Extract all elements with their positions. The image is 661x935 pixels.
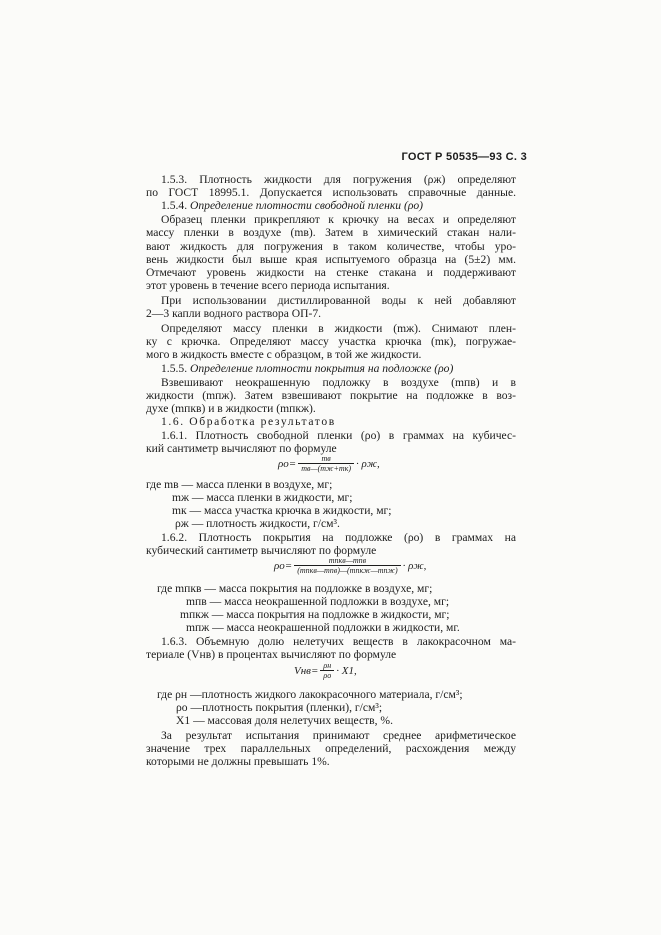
formula-numerator: ρн <box>323 661 332 670</box>
paragraph-line: вают жидкость для погружения в таком количестве, чтобы уро- <box>146 240 516 253</box>
section-heading <box>161 199 516 212</box>
paragraph-line: 1.6.1. Плотность свободной пленки (ρо) в граммах на кубичес- <box>161 429 516 442</box>
formula-fraction <box>294 556 400 575</box>
formula-fraction <box>298 454 354 473</box>
section-number: 1.5.5. <box>161 362 188 375</box>
formula-lhs: Vнв= <box>294 664 319 677</box>
definition-line: mпв — масса неокрашенной подложки в воздухе, мг; <box>186 595 450 608</box>
paragraph-line: При использовании дистиллированной воды к ней добавляют <box>161 294 516 307</box>
formula-denominator: ρо <box>320 670 334 680</box>
formula-rhs: · ρж, <box>402 559 427 572</box>
definition-line: mпкж — масса покрытия на подложке в жидкости, мг; <box>180 608 450 621</box>
paragraph-line: ку с крючка. Определяют массу участка крючка (mк), погружае- <box>146 335 516 348</box>
paragraph-line: Образец пленки прикрепляют к крючку на весах и определяют <box>161 213 516 226</box>
paragraph-line: За результат испытания принимают среднее арифметическое <box>161 729 516 742</box>
definition-line: mпж — масса неокрашенной подложки в жидкости, мг. <box>186 621 460 634</box>
formula-denominator: (mпкв—mпв)—(mпкж—mпж) <box>294 565 400 575</box>
paragraph-line: Взвешивают неокрашенную подложку в воздухе (mпв) и в <box>161 376 516 389</box>
formula-lhs: ρо= <box>274 559 293 572</box>
definition-line: где ρн —плотность жидкого лакокрасочного материала, г/см³; <box>157 688 463 701</box>
paragraph-line: массу пленки в воздухе (mв). Затем в химический стакан нали- <box>146 226 516 239</box>
section-title: Определение плотности покрытия на подложке (ρо) <box>190 362 454 375</box>
paragraph-line: Определяют массу пленки в жидкости (mж). Снимают плен- <box>161 322 516 335</box>
definition-line: ρо —плотность покрытия (пленки), г/см³; <box>176 701 383 714</box>
formula-free-film-density <box>278 454 380 473</box>
section-title: Определение плотности свободной пленки (ρо) <box>190 199 424 212</box>
section-number: 1.5.4. <box>161 199 188 212</box>
paragraph-line: мого в жидкость вместе с образцом, в той же жидкости. <box>146 348 422 361</box>
formula-denominator: mв—(mж+mк) <box>298 463 354 473</box>
section-heading: 1.6. Обработка результатов <box>161 415 336 428</box>
formula-numerator: mв <box>321 454 331 463</box>
formula-fraction <box>320 661 334 680</box>
page-header: ГОСТ Р 50535—93 С. 3 <box>401 151 527 163</box>
paragraph-line: 1.5.3. Плотность жидкости для погружения (ρж) определяют <box>161 173 516 186</box>
paragraph-line: Отмечают уровень жидкости на стенке стакана и поддерживают <box>146 266 516 279</box>
formula-coating-density <box>274 556 426 575</box>
paragraph-line: этот уровень в течение всего периода испытания. <box>146 279 390 292</box>
formula-numerator: mпкв—mпв <box>328 556 367 565</box>
paragraph-line: духе (mпкв) и в жидкости (mпкж). <box>146 402 316 415</box>
paragraph-line: териале (Vнв) в процентах вычисляют по формуле <box>146 648 397 661</box>
paragraph-line: которыми не должны превышать 1%. <box>146 755 330 768</box>
paragraph-line: по ГОСТ 18995.1. Допускается использовать справочные данные. <box>146 186 516 199</box>
paragraph-line: кий сантиметр вычисляют по формуле <box>146 442 337 455</box>
formula-lhs: ρо= <box>278 457 297 470</box>
paragraph-line: вень жидкости был выше края испытуемого образца на (5±2) мм. <box>146 253 516 266</box>
paragraph-line: 1.6.2. Плотность покрытия на подложке (ρо) в граммах на <box>161 531 516 544</box>
definition-line: mж — масса пленки в жидкости, мг; <box>172 491 353 504</box>
paragraph-line: кубический сантиметр вычисляют по формуле <box>146 544 377 557</box>
section-heading <box>161 362 516 375</box>
paragraph-line: 1.6.3. Объемную долю нелетучих веществ в лакокрасочном ма- <box>161 635 516 648</box>
paragraph-line: значение трех параллельных определений, расхождения между <box>146 742 516 755</box>
definition-line: mк — масса участка крючка в жидкости, мг; <box>172 504 392 517</box>
definition-line: X1 — массовая доля нелетучих веществ, %. <box>176 714 393 727</box>
paragraph-line: 2—3 капли водного раствора ОП-7. <box>146 307 322 320</box>
definition-line: ρж — плотность жидкости, г/см³. <box>175 517 340 530</box>
formula-rhs: · X1, <box>336 664 357 677</box>
definition-line: где mпкв — масса покрытия на подложке в воздухе, мг; <box>157 582 433 595</box>
paragraph-line: жидкости (mпж). Затем взвешивают покрытие на подложке в воз- <box>146 389 516 402</box>
definition-line: где mв — масса пленки в воздухе, мг; <box>146 478 333 491</box>
formula-rhs: · ρж, <box>356 457 380 470</box>
formula-nonvolatile-volume <box>294 661 357 680</box>
